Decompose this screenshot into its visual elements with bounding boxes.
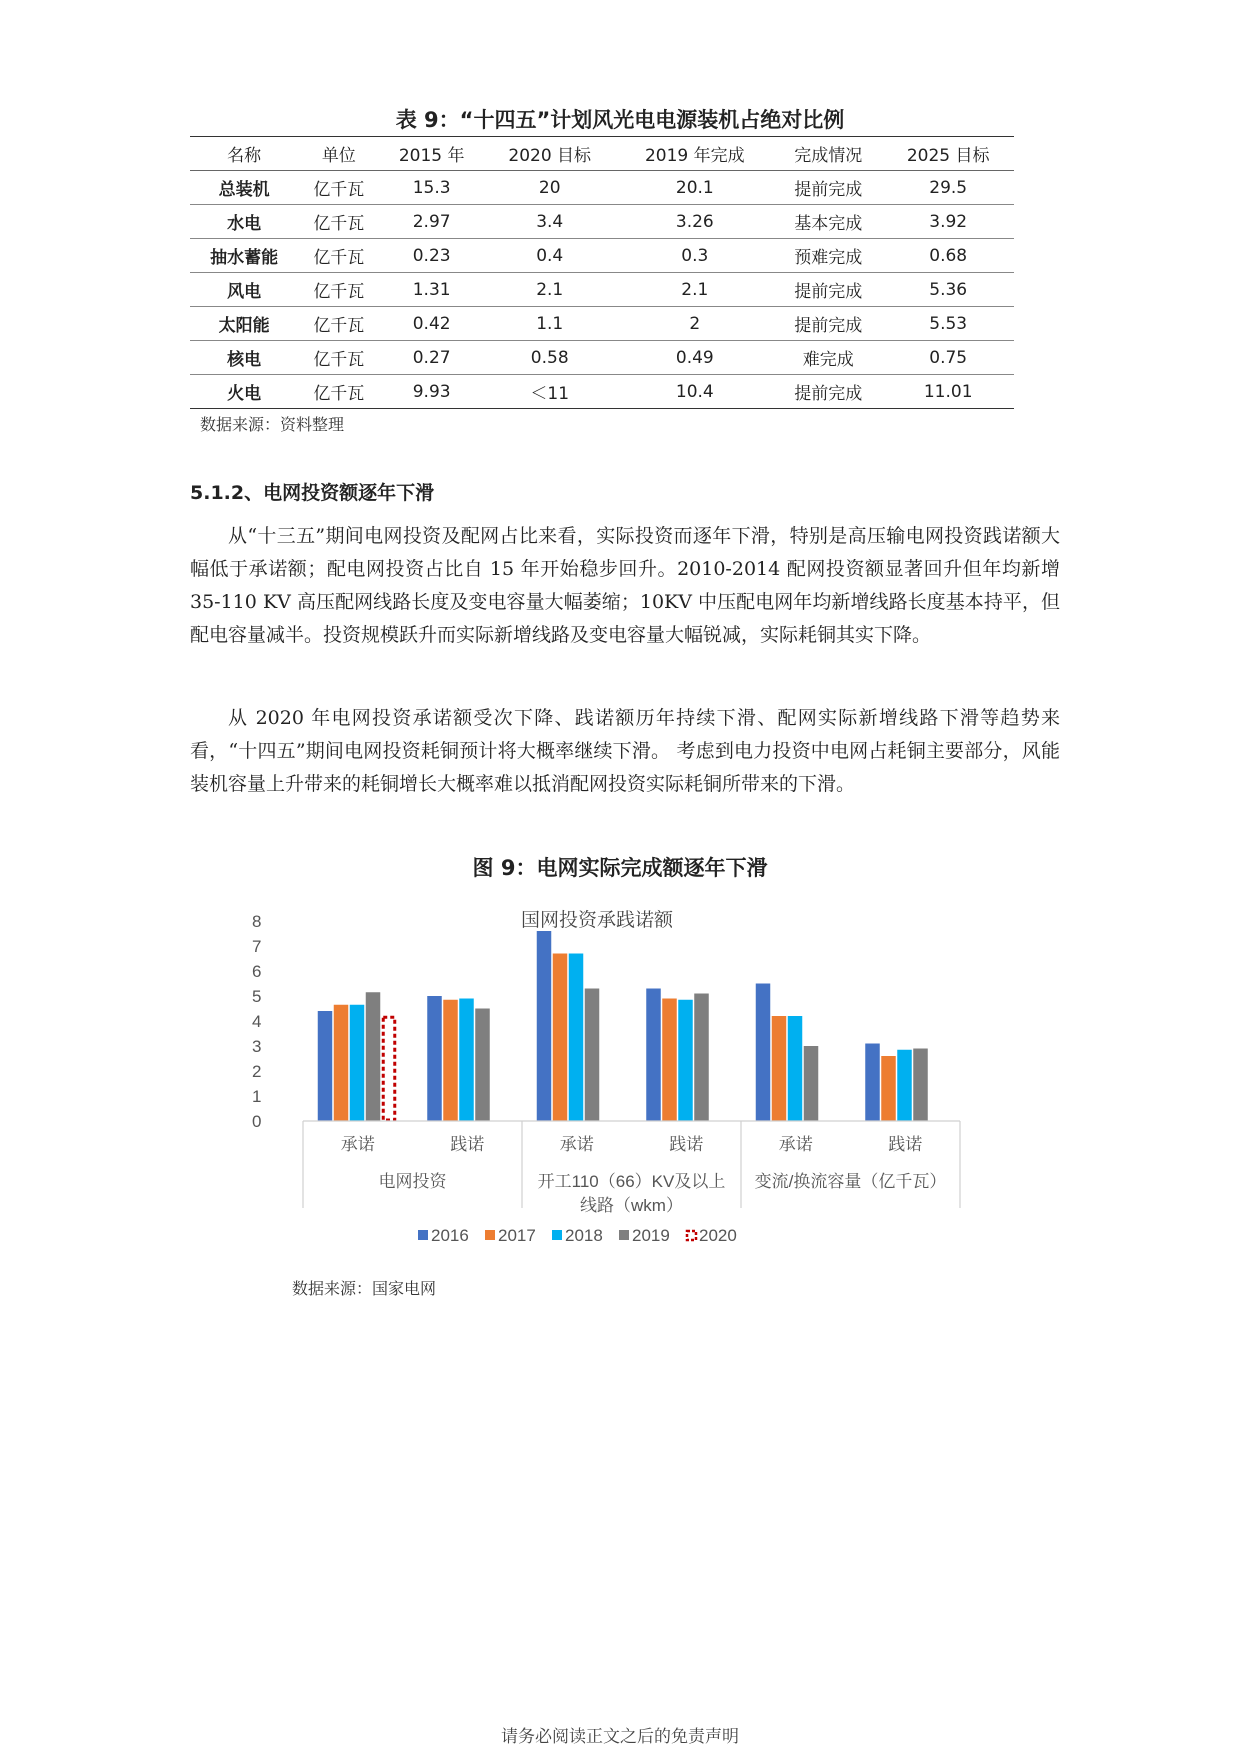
table-cell: 20.1 xyxy=(616,171,775,205)
legend-label: 2018 xyxy=(565,1226,603,1245)
table-cell: 1.31 xyxy=(379,273,484,307)
header-2015: 2015 年 xyxy=(379,137,484,171)
table-cell: 3.92 xyxy=(882,205,1014,239)
bar-2019 xyxy=(585,989,600,1122)
table-cell: 亿千瓦 xyxy=(298,307,379,341)
table-cell: 0.68 xyxy=(882,239,1014,273)
table-cell: 0.4 xyxy=(484,239,616,273)
table-cell: 20 xyxy=(484,171,616,205)
y-tick-label: 8 xyxy=(252,912,262,931)
x-tick-label: 践诺 xyxy=(669,1135,704,1154)
legend-swatch-2017 xyxy=(485,1230,495,1240)
table-cell: 抽水蓄能 xyxy=(190,239,298,273)
header-name: 名称 xyxy=(190,137,298,171)
table-cell: 29.5 xyxy=(882,171,1014,205)
table-header-row xyxy=(190,137,1014,171)
header-2019-done: 2019 年完成 xyxy=(616,137,775,171)
bar-2016 xyxy=(756,984,771,1122)
table-cell: 2.97 xyxy=(379,205,484,239)
data-table xyxy=(190,136,1014,409)
table-cell: 0.42 xyxy=(379,307,484,341)
group-label: 开工110（66）KV及以上 xyxy=(537,1172,726,1191)
table-cell: 0.3 xyxy=(616,239,775,273)
table-cell: 太阳能 xyxy=(190,307,298,341)
legend-swatch-2019 xyxy=(619,1230,629,1240)
header-2020-target: 2020 目标 xyxy=(484,137,616,171)
bar-2017 xyxy=(881,1056,896,1121)
body-paragraph: 从 2020 年电网投资承诺额受次下降、践诺额历年持续下滑、配网实际新增线路下滑等趋势来看，“十四五”期间电网投资耗铜预计将大概率继续下滑。 考虑到电力投资中电网占耗铜主要部分，风能装机容量上升带来的耗铜增长大概率难以抵消配网投资实际耗铜所带来的下滑。 xyxy=(190,707,1060,795)
table-cell: 0.75 xyxy=(882,341,1014,375)
header-status: 完成情况 xyxy=(774,137,882,171)
bar-2017 xyxy=(553,954,568,1122)
table-row xyxy=(190,375,1014,409)
table-cell: 11.01 xyxy=(882,375,1014,409)
bar-2018 xyxy=(788,1016,803,1121)
y-tick-label: 2 xyxy=(252,1062,262,1081)
bar-2019 xyxy=(475,1009,490,1122)
bar-2016 xyxy=(646,989,661,1122)
legend-label: 2016 xyxy=(431,1226,469,1245)
y-tick-label: 4 xyxy=(252,1012,262,1031)
legend-label: 2019 xyxy=(632,1226,670,1245)
legend-swatch-2020 xyxy=(687,1231,696,1240)
bar-2016 xyxy=(865,1044,880,1122)
legend-label: 2017 xyxy=(498,1226,536,1245)
table-cell: 提前完成 xyxy=(774,375,882,409)
bar-2016 xyxy=(318,1011,333,1121)
table-row xyxy=(190,205,1014,239)
bar-2020 xyxy=(383,1017,395,1120)
bar-2019 xyxy=(804,1046,819,1121)
figure-source: 数据来源：国家电网 xyxy=(292,1279,437,1298)
table-cell: 3.26 xyxy=(616,205,775,239)
table-cell: 5.36 xyxy=(882,273,1014,307)
bar-2018 xyxy=(678,1000,693,1121)
table-cell: 0.58 xyxy=(484,341,616,375)
table-cell: 水电 xyxy=(190,205,298,239)
x-tick-label: 践诺 xyxy=(450,1135,485,1154)
y-tick-label: 3 xyxy=(252,1037,262,1056)
table-title: 表 9：“十四五”计划风光电电源装机占绝对比例 xyxy=(395,108,845,132)
table-cell: 2.1 xyxy=(616,273,775,307)
bar-2018 xyxy=(897,1050,912,1121)
bar-2019 xyxy=(694,994,709,1122)
table-cell: 提前完成 xyxy=(774,307,882,341)
legend-label: 2020 xyxy=(699,1226,737,1245)
table-cell: 难完成 xyxy=(774,341,882,375)
table-cell: 9.93 xyxy=(379,375,484,409)
table-cell: 2.1 xyxy=(484,273,616,307)
disclaimer-footer: 请务必阅读正文之后的免责声明 xyxy=(501,1727,739,1747)
table-row xyxy=(190,341,1014,375)
header-unit: 单位 xyxy=(298,137,379,171)
table-row xyxy=(190,307,1014,341)
table-cell: 3.4 xyxy=(484,205,616,239)
group-label: 电网投资 xyxy=(378,1172,447,1191)
y-tick-label: 6 xyxy=(252,962,262,981)
y-tick-label: 7 xyxy=(252,937,262,956)
y-tick-label: 0 xyxy=(252,1112,262,1131)
table-row xyxy=(190,171,1014,205)
table-row xyxy=(190,239,1014,273)
bar-chart xyxy=(252,888,990,1268)
group-label: 变流/换流容量（亿千瓦） xyxy=(754,1172,947,1191)
chart-title: 国网投资承践诺额 xyxy=(520,910,674,931)
table-cell: 基本完成 xyxy=(774,205,882,239)
table-cell: 0.23 xyxy=(379,239,484,273)
table-cell: 火电 xyxy=(190,375,298,409)
table-cell: 5.53 xyxy=(882,307,1014,341)
header-2025-target: 2025 目标 xyxy=(882,137,1014,171)
table-cell: 0.49 xyxy=(616,341,775,375)
table-cell: 核电 xyxy=(190,341,298,375)
bar-2018 xyxy=(350,1005,365,1121)
table-cell: 1.1 xyxy=(484,307,616,341)
bar-2017 xyxy=(334,1005,349,1121)
bar-2017 xyxy=(662,999,677,1122)
x-tick-label: 承诺 xyxy=(559,1135,594,1154)
table-cell: 提前完成 xyxy=(774,171,882,205)
table-cell: 总装机 xyxy=(190,171,298,205)
section-heading: 5.1.2、电网投资额逐年下滑 xyxy=(190,482,435,504)
group-label: 线路（wkm） xyxy=(580,1196,683,1215)
y-tick-label: 1 xyxy=(252,1087,262,1106)
table-cell: 0.27 xyxy=(379,341,484,375)
bar-2019 xyxy=(366,992,381,1121)
table-cell: ＜11 xyxy=(484,375,616,409)
x-tick-label: 承诺 xyxy=(778,1135,813,1154)
bar-2018 xyxy=(459,999,474,1122)
table-row xyxy=(190,273,1014,307)
table-cell: 预难完成 xyxy=(774,239,882,273)
bar-2017 xyxy=(443,1000,458,1121)
table-cell: 亿千瓦 xyxy=(298,205,379,239)
table-cell: 亿千瓦 xyxy=(298,239,379,273)
table-source: 数据来源：资料整理 xyxy=(200,415,345,434)
table-cell: 亿千瓦 xyxy=(298,341,379,375)
bar-2018 xyxy=(569,954,584,1122)
legend-swatch-2016 xyxy=(418,1230,428,1240)
table-cell: 亿千瓦 xyxy=(298,273,379,307)
table-cell: 亿千瓦 xyxy=(298,171,379,205)
bar-2019 xyxy=(913,1049,928,1122)
legend-swatch-2018 xyxy=(552,1230,562,1240)
y-tick-label: 5 xyxy=(252,987,262,1006)
table-cell: 2 xyxy=(616,307,775,341)
x-tick-label: 践诺 xyxy=(888,1135,923,1154)
bar-2017 xyxy=(772,1016,787,1121)
figure-title: 图 9：电网实际完成额逐年下滑 xyxy=(472,856,768,880)
body-paragraph: 从“十三五”期间电网投资及配网占比来看，实际投资而逐年下滑，特别是高压输电网投资践诺额大幅低于承诺额；配电网投资占比自 15 年开始稳步回升。2010-2014 配网投资额显著回升但年均新增 35-110 KV 高压配网线路长度及变电容量大幅萎缩；10KV 中压配电网年均新增线路长度基本持平，但配电容量减半。投资规模跃升而实际新增线路及变电容量大幅锐减，实际耗铜其实下降。 xyxy=(190,525,1060,646)
bar-2016 xyxy=(537,931,552,1121)
bar-2016 xyxy=(427,996,442,1121)
table-cell: 风电 xyxy=(190,273,298,307)
table-cell: 15.3 xyxy=(379,171,484,205)
x-tick-label: 承诺 xyxy=(340,1135,375,1154)
table-cell: 亿千瓦 xyxy=(298,375,379,409)
table-cell: 10.4 xyxy=(616,375,775,409)
table-cell: 提前完成 xyxy=(774,273,882,307)
